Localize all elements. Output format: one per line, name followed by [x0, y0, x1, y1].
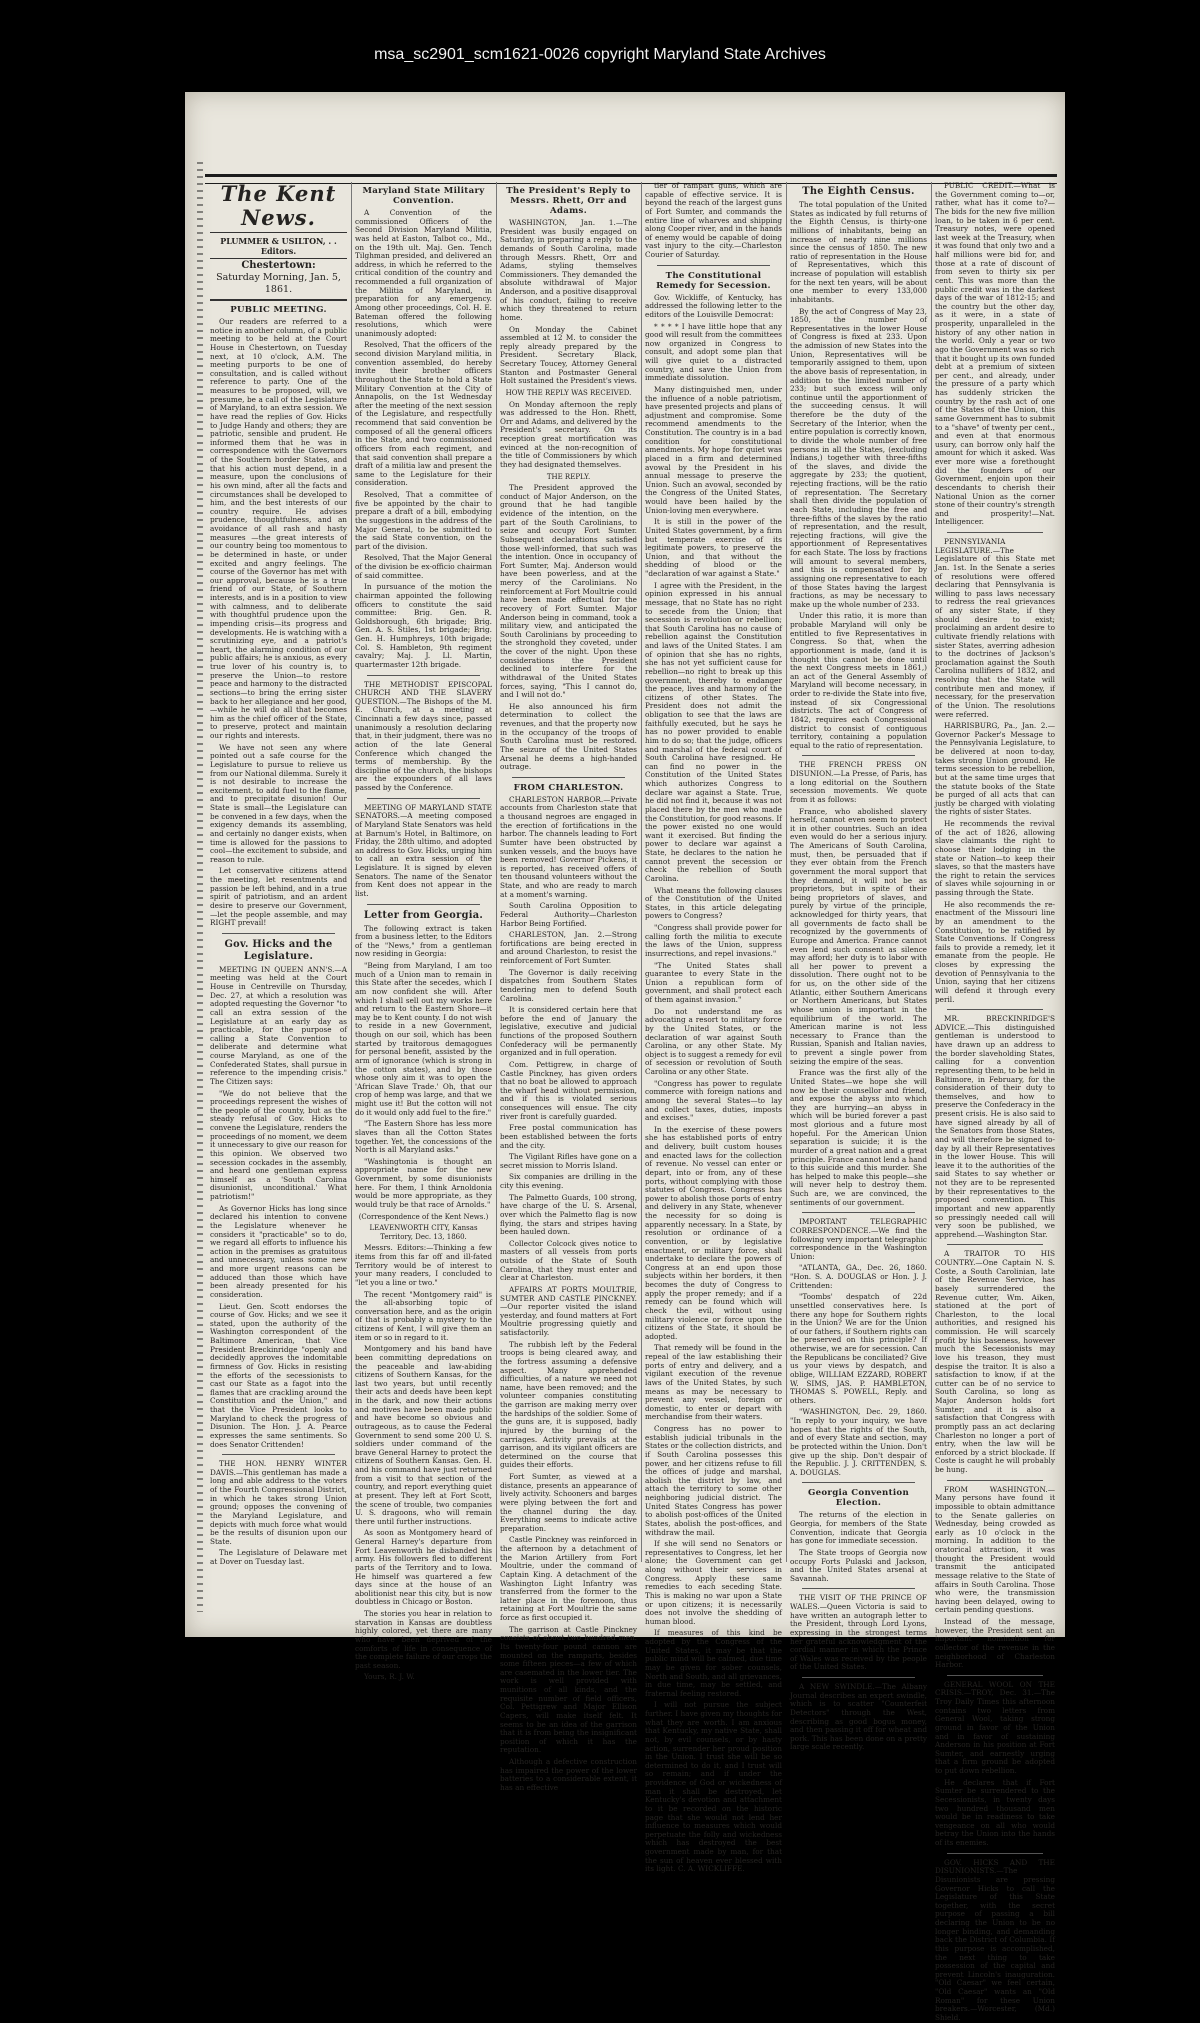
- article-paragraph: Messrs. Editors:—Thinking a few items from this far off and ill-fated Territory would be of interest to your many readers, I concluded to "let you a line or two.": [355, 1243, 492, 1287]
- article-subhead: (Correspondence of the Kent News.): [358, 1212, 489, 1221]
- article-paragraph: MEETING IN QUEEN ANN'S.—A meeting was held at the Court House in Centreville on Thursday, Dec. 27, at which a resolution was adopted requesting the Governor "to call an extra session of the Legislature at an early day as practicable, for the purpose of calling a State Convention to deliberate and determine what course Maryland, as one of the Confederated States, shall pursue in reference to the impending crisis." The Citizen says:: [210, 964, 347, 1086]
- article-paragraph: On Monday the Cabinet assembled at 12 M. to consider the reply already prepared by the President. Secretary Black, Secretary Toucey, Attorney General Stanton and Postmaster General Holt sustained the President's views.: [500, 324, 637, 386]
- article-paragraph: CHARLESTON HARBOR.—Private accounts from Charleston state that a thousand negroes are engaged in the erection of fortifications in the harbor. The channels leading to Fort Sumter have been obstructed by sunken vessels, and the buoys have been removed! Governor Pickens, it is reported, has received offers of ten thousand volunteers without the State, and who are ready to march at a moment's warning.: [500, 794, 637, 899]
- masthead-title: The Kent News.: [210, 182, 347, 233]
- column-1-body: [210, 305, 347, 1567]
- article-paragraph: If measures of this kind be adopted by the Congress of the United States, it may be that the public mind will be calmed, due time may be given for sober counsels, North and South, and all grievances, in due time, may be settled, and fraternal feeling restored.: [645, 1628, 782, 1698]
- article-paragraph: IMPORTANT TELEGRAPHIC CORRESPONDENCE.—We find the following very important telegraphic correspondence in the Washington Union:: [790, 1217, 927, 1261]
- article-paragraph: As soon as Montgomery heard of General Harney's departure from Fort Leavenworth he disbanded his army. His followers fled to different parts of the Territory and to Iowa. He himself was quartered a few days since at the house of an abolitionist near this city, but is now doubtless in Chicago or Boston.: [355, 1528, 492, 1607]
- column-1: [207, 181, 350, 1566]
- section-divider: [367, 904, 480, 905]
- article-headline: Letter from Georgia.: [363, 909, 484, 921]
- article-paragraph: Lieut. Gen. Scott endorses the course of Gov. Hicks; and we see it stated, upon the authority of the Washington correspondent of the Baltimore American, that Vice President Breckinridge "openly and decidedly approves the indomitable firmness of Gov. Hicks in resisting the efforts of the secessionists to cast our State as a fagot into the flames that are crackling around the Constitution and the Union," and that the Vice President looks to Maryland to check the progress of Disunion. The Hon. J. A. Pearce expresses the same sentiments. So does Senator Crittenden!: [210, 1301, 347, 1449]
- article-paragraph: Fort Sumter, as viewed at a distance, presents an appearance of lively activity. Schooners and barges were plying between the fort and the channel during the day. Everything seems to indicate active preparation.: [500, 1472, 637, 1533]
- section-divider: [947, 1675, 1043, 1676]
- article-paragraph: The garrison at Castle Pinckney consists of about two hundred men. Its twenty-four pound cannon are mounted on the ramparts, besides some fifteen pieces—a few of which are casemated in the lower tier. The work is well provided with munitions of all kinds, and the requisite number of field officers, Col. Pettigrew and Major Ellison Capers, will make itself felt. It seems to be an idea of the garrison that it is from being the insignificant position of which it has the reputation.: [500, 1624, 637, 1755]
- article-paragraph: The rubbish left by the Federal troops is being cleared away, and the fortress assuming a defensive aspect. Many apprehended difficulties, of a nature we need not name, have been removed; and the volunteer companies constituting the garrison are making merry over the hardships of the soldier. Some of the guns are, it is supposed, badly injured by the burning of the carriages. Activity prevails at the garrison, and its vigilant officers are determined on the course that guides their efforts.: [500, 1339, 637, 1470]
- article-paragraph: The following extract is taken from a business letter, to the Editors of the "News," from a gentleman now residing in Georgia:: [355, 923, 492, 959]
- article-subhead: THE REPLY.: [546, 472, 591, 481]
- article-paragraph: If she will send no Senators or representatives to Congress, let her alone; the Government can get along without their services in Congress. Apply these same remedies to each seceding State. This is making no war upon a State or upon citizens; it is necessarily does not involve the shedding of human blood.: [645, 1539, 782, 1626]
- column-5: [787, 182, 930, 1752]
- article-paragraph: Do not understand me as advocating a resort to military force by the United States, or the declaration of war against South Carolina, or any other State. My object is to suggest a remedy for evil of secession or revolution of South Carolina or any other State.: [645, 1006, 782, 1076]
- article-paragraph: It is considered certain here that before the end of January the legislative, executive and judicial functions of the proposed Southern Confederacy will be permanently organized and in full operation.: [500, 1005, 637, 1058]
- section-divider: [947, 1853, 1043, 1854]
- article-paragraph: The Legislature of Delaware met at Dover on Tuesday last.: [210, 1548, 347, 1566]
- column-3: [497, 182, 640, 1792]
- article-paragraph: What means the following clauses of the Constitution of the United States, in this article delegating powers to Congress?: [645, 885, 782, 921]
- column-6-body: [935, 182, 1055, 2023]
- binding-edge: [197, 162, 203, 1612]
- masthead-place: Chestertown:: [241, 260, 316, 271]
- article-paragraph: Although a defective construction has impaired the power of the lower batteries to a considerable extent, it has an effective: [500, 1757, 637, 1792]
- section-divider: [802, 1212, 915, 1213]
- article-paragraph: The stories you hear in relation to starvation in Kansas are doubtless highly colored, yet there are many who have been deprived of the comforts of life in consequence of the complete failure of our crops the past season.: [355, 1609, 492, 1670]
- column-2-body: [355, 186, 492, 1682]
- article-paragraph: Yours, R. J. W.: [364, 1672, 415, 1682]
- article-paragraph: I agree with the President, in the opinion expressed in his annual message, that no State has no right to secede from the Union; that secession is revolution or rebellion; that South Carolina has no cause of rebellion against the Constitution and laws of the United States. I am of opinion that she has no rights, she has not yet sufficient cause for rebellion—no right to break up this government, thereby to endanger the peace, lives and harmony of the citizens of other States. The President does not admit the obligation to see that the laws are faithfully executed, but he says he has no power provided to enable him to do so; that the judge, officers and marshal of the federal court of South Carolina have resigned. He can find no power in the Constitution of the United States which authorizes Congress to declare war against a State. True, he did not find it, because it was not placed there by the men who made the Constitution, for good reasons. If the power existed no one would want it exercised. But finding the power to declare war against a State, he declares to the nation he cannot prevent the secession or check the rebellion of South Carolina.: [645, 580, 782, 883]
- article-paragraph: "Being from Maryland, I am too much of a Union man to remain in this State after the secedes, which I am now confident she will. After which I shall sell out my works here and return to the Eastern Shore—it may be to Kent county. I do not wish to reside in a new Government, though on our soil, which has been started by traitorous demagogues for personal benefit, assisted by the arm of ignorance (which is strong in the cotton states), and by those whose only aim it was to open the 'African Slave Trade.' Oh, that our crop of hemp was large, and that we might use it! But the cotton will not do it would only add fuel to the fire.": [355, 961, 492, 1117]
- article-paragraph: The Governor is daily receiving dispatches from Southern States tendering men to defend South Carolina.: [500, 967, 637, 1003]
- article-paragraph: That remedy will be found in the repeal of the law establishing their ports of entry and delivery, and a vigilant execution of the revenue laws of the United States, by such means as may be necessary to prevent any vessel, foreign or domestic, to enter or depart with merchandise from their waters.: [645, 1343, 782, 1422]
- article-paragraph: MR. BRECKINRIDGE'S ADVICE.—This distinguished gentleman is understood to have drawn up an address to the border slaveholding States, calling for a convention representing them, to be held in Baltimore, in February, for the consideration of their duty to themselves, and how to preserve the Confederacy in the present crisis. He is also said to have signed already by all of the Senators from those States, and will therefore be signed to-day by all their Representatives in the lower House. This will leave it to the authorities of the said States to say whether or not they are to be represented by their representatives to the proposed convention. This important and new apparently so pressingly needed call will very soon be published, we apprehend.—Washington Star.: [935, 1014, 1055, 1239]
- article-paragraph: "We do not believe that the proceedings represent the wishes of the people of the county, but as the steady refusal of Gov. Hicks to convene the Legislature, renders the proceedings of no moment, we deem it unnecessary to give our reason for this opinion. We observed two secession cockades in the assembly, and heard one gentleman express himself as a 'South Carolina disunionist, unconditional.' What patriotism!": [210, 1088, 347, 1201]
- article-paragraph: As Governor Hicks has long since declared his intention to convene the Legislature whenever he considers it "practicable" so to do, we regard all efforts to influence his action in the premises as gratuitous and unnecessary, unless some new and more urgent reasons can be adduced than those which have been already presented for his consideration.: [210, 1203, 347, 1299]
- newspaper-page: [185, 92, 1065, 2022]
- section-divider: [802, 1482, 915, 1483]
- article-paragraph: The President approved the conduct of Major Anderson, on the ground that he had tangible evidence of the intention, on the part of the South Carolinians, to seize and occupy Fort Sumter. Subsequent declarations satisfied those well-informed, that such was the intention. Once in occupancy of Fort Sumter, Maj. Anderson would have been powerless, and at the mercy of the Carolinians. No reinforcement at Fort Moultrie could have been made effectual for the recovery of Fort Sumter. Major Anderson being in command, took a military view, and anticipated the South Carolinians by proceeding to the stronghold they coveted, under the cover of the night. Upon these considerations the President declined to interfere for the withdrawal of the United States forces, saying, "This I cannot do, and I will not do.": [500, 483, 637, 700]
- article-paragraph: MEETING OF MARYLAND STATE SENATORS.—A meeting composed of Maryland State Senators was held at Barnum's Hotel, in Baltimore, on Friday, the 28th ultimo, and adopted an address to Gov. Hicks, urging him to call an extra session of the Legislature. It is signed by eleven Senators. The name of the Senator from Kent does not appear in the list.: [355, 802, 492, 898]
- section-divider: [947, 1480, 1043, 1481]
- archive-header: msa_sc2901_scm1621-0026 copyright Maryland State Archives: [374, 46, 826, 63]
- article-paragraph: WASHINGTON, Jan. 1.—The President was busily engaged on Saturday, in preparing a reply to the demands of South Carolina, made through Messrs. Rhett, Orr and Adams, styling themselves Commissioners. They demanded the absolute withdrawal of Major Anderson, and a positive disapproval of his conduct, failing to receive which they threatened to return home.: [500, 218, 637, 322]
- article-paragraph: GENERAL WOOL ON THE CRISIS.—TROY, Dec. 31.—The Troy Daily Times this afternoon contains two letters from General Wool, taking strong ground in favor of the Union and in favor of sustaining Anderson in his position at Fort Sumter, and earnestly urging that a firm ground be adopted to put down rebellion.: [935, 1679, 1055, 1775]
- article-paragraph: HARRISBURG, Pa., Jan. 2.—Governor Packer's Message to the Pennsylvania Legislature, to be delivered at noon to-day, takes strong Union ground. He terms secession to be rebellion, but at the same time urges that the statute books of the State be purged of all acts that can justly be charged with violating the rights of sister States.: [935, 721, 1055, 817]
- article-paragraph: By the act of Congress of May 23, 1850, the number of Representatives in the lower House of Congress is fixed at 233. Upon the admission of new States into the Union, Representatives will be temporarily assigned to them, upon the above basis of representation, in addition to the limited number of 233; but such excess will only continue until the apportionment of the succeeding census. It will therefore be the duty of the Secretary of the Interior, when the entire population is correctly known, to divide the whole number of free persons in all the States, (excluding Indians,) together with three-fifths of the slaves, and divide the aggregate by 233; the quotient, rejecting fractions, will be the ratio of representation. The Secretary shall then divide the population of each State, including the free and three-fifths of the slaves by the ratio of representation, and the result, rejecting fractions, will give the apportionment of Representatives for each State. The loss by fractions will amount to several members, and this is compensated for by assigning one representative to each of those States having the largest fractions, as may be necessary to make up the whole number of 233.: [790, 306, 927, 609]
- article-paragraph: Montgomery and his band have been committing depredations on the peaceable and law-abiding citizens of Southern Kansas, for the last two years, but until recently their acts and deeds have been kept in the dark, and now their actions and motives have been made public and have become so obvious and outrageous, as to cause the Federal Government to send some 200 U. S. soldiers under command of the brave General Harney to protect the citizens of Southern Kansas. Gen. H. and his command have just returned from a visit to that section of the country, and report everything quiet at present. They left at Fort Scott, the scene of trouble, two companies U. S. dragoons, who will remain there until further instructions.: [355, 1344, 492, 1526]
- article-paragraph: "Congress has power to regulate commerce with foreign nations and among the several States—to lay and collect taxes, duties, imposts and excises.": [645, 1078, 782, 1123]
- article-paragraph: He recommends the revival of the act of 1826, allowing slave claimants the right to choose their lodging in the state or Nation—to keep their slaves, so that the masters have the right to retain the services of slaves while sojourning in or passing through the State.: [935, 819, 1055, 897]
- article-paragraph: Resolved, That the Major General of the division be ex-officio chairman of said committee.: [355, 553, 492, 580]
- article-paragraph: I will not pursue the subject further. I have given my thoughts for what they are worth. I am anxious that Kentucky, my native State, shall not, by evil counsels, or by hasty action, surrender her proud position in the Union. I trust she will be so determined to do it, and I trust will so remain; and if under the providence of God or wickedness of man it shall be destroyed, let Kentucky's devotion and attachment to it be recorded on the historic page that she would not lend her influence to measures which would perpetuate the folly and wickedness which has destroyed the best government made by man, for that the sun of heaven ever blessed with its light. C. A. WICKLIFFE.: [645, 1700, 782, 1874]
- article-subhead: LEAVENWORTH CITY, Kansas Territory, Dec. 13, 1860.: [369, 1224, 478, 1241]
- article-paragraph: FROM WASHINGTON.—Many persons have found it impossible to obtain admittance to the Senate galleries on Wednesday, being crowded as early as 10 o'clock in the morning. In addition to the oratorical attraction, it was thought the President would transmit the anticipated message relative to the State of affairs in South Carolina. Those who were, the transmission having been delayed, owing to certain pending questions.: [935, 1484, 1055, 1615]
- article-paragraph: Castle Pinckney was reinforced in the afternoon by a detachment of the Marion Artillery from Fort Moultrie, under the command of Captain King. A detachment of the Washington Light Infantry was transferred from the former to the latter place in the forenoon, thus retaining at Fort Moultrie the same force as first occupied it.: [500, 1535, 637, 1622]
- article-paragraph: "ATLANTA, GA., Dec. 26, 1860. "Hon. S. A. DOUGLAS or Hon. J. J. Crittenden:: [790, 1263, 927, 1290]
- masthead-editors: PLUMMER & USILTON, . . Editors.: [210, 236, 347, 259]
- section-divider: [657, 265, 770, 266]
- article-paragraph: * * * * I have little hope that any good will result from the committees now organized in Congress to consult, and adopt some plan that will give quiet to a distracted country, and save the Union from immediate dissolution.: [645, 321, 782, 383]
- article-paragraph: On Monday afternoon the reply was addressed to the Hon. Rhett, Orr and Adams, and delivered by the President's secretary. On its reception great mortification was evinced at the non-recognition of the title of Commissioners by which they had designated themselves.: [500, 399, 637, 469]
- article-paragraph: Our readers are referred to a notice in another column, of a public meeting to be held at the Court House in Chestertown, on Tuesday next, at 10 o'clock, A.M. The meeting purports to be one of consultation, and is called without reference to party. One of the measures to be proposed, will, we presume, be a call of the Legislature of Maryland, to an extra session. We have read the replies of Gov. Hicks to Judge Handy and others; they are patriotic, sensible and prudent. He informed them that he was in correspondence with the Governors of the Southern border States, and that his action must depend, in a measure, upon the conclusions of his own mind, after all the facts and circumstances shall be developed to him, and the best interests of our country require. He advises prudence, thoughtfulness, and an avoidance of all rash and hasty measures —the great interests of our country being too momentous to be determined in haste, or under excited and angry feelings. The course of the Governor has met with our approval, because he is a true friend of our State, of Southern interests, and is in a position to view with calmness, and to deliberate with thoughtful prudence upon the impending crisis—its progress and developments. He is watching with a scrutinizing eye, and a patriot's heart, the alarming condition of our public affairs; he is anxious, as every true lover of his country is, to preserve the Union—to restore peace and harmony to the distracted sections—to bring the erring sister back to her allegiance and her good,—while he will do all that becomes him as the chief officer of the State, to preserve, protect and maintain our rights and interests.: [210, 317, 347, 740]
- section-divider: [947, 1009, 1043, 1010]
- section-divider: [367, 798, 480, 799]
- column-4: [642, 181, 785, 1874]
- article-paragraph: AFFAIRS AT FORTS MOULTRIE, SUMTER AND CASTLE PINCKNEY.—Our reporter visited the island yesterday, and found matters at Fort Moultrie progressing quietly and satisfactorily.: [500, 1284, 637, 1337]
- article-paragraph: He also recommends the re-enactment of the Missouri line by an amendment to the Constitution, to be ratified by State Conventions. If Congress fails to provide a remedy, let it emanate from the people. He closes by expressing the devotion of Pennsylvania to the Union, saying that her citizens will defend it through every peril.: [935, 899, 1055, 1004]
- article-paragraph: PENNSYLVANIA LEGISLATURE.—The Legislature of this State met Jan. 1st. In the Senate a series of resolutions were offered declaring that Pennsylvania is willing to pass laws necessary to redress the real grievances of any sister State, if they should desire to exist; proclaiming an ardent desire to cultivate friendly relations with sister States, averring adhesion to the doctrines of Jackson's proclamation against the South Carolina nullifiers of 1832, and resolving that the State will contribute men and money, if necessary, for the preservation of the Union. The resolutions were referred.: [935, 537, 1055, 719]
- article-paragraph: Resolved, That a committee of five be appointed by the chair to prepare a draft of a bill, embodying the suggestions in the address of the Major General, to be submitted to the said State convention, on the part of the division.: [355, 490, 492, 551]
- article-paragraph: It is still in the power of the United States government, by a firm but temperate exercise of its legitimate powers, to preserve the Union, and that without the shedding of blood or the "declaration of war against a State.": [645, 517, 782, 578]
- article-headline: PUBLIC MEETING.: [230, 305, 327, 315]
- article-paragraph: "Toombs' despatch of 22d unsettled conservatives here. Is there any hope for Southern rights in the Union? We are for the Union of our fathers, if Southern rights can be preserved on this principle? If otherwise, we are for secession. Can the Republicans be conciliated? Give us your views by despatch, and oblige, WILLIAM EZZARD, ROBERT W. SIMS, JAS. P. HAMBLETON, THOMAS S. POWELL, Reply. and others.: [790, 1292, 927, 1405]
- article-paragraph: CHARLESTON, Jan. 2.—Strong fortifications are being erected in and around Charleston, to resist the reinforcement of Fort Sumter.: [500, 930, 637, 965]
- article-paragraph: We have not seen any where pointed out a safe course for the Legislature to pursue to relieve us from our National dilemma. Surely it is not desirable to increase the excitement, to add fuel to the flame, and to precipitate disunion! Our State is small—the Legislature can be convened in a few days, when the exigency demands its assembling, and certainly no danger exists, when time is allowed for the passions to cool—the excitement to subside, and reason to rule.: [210, 742, 347, 864]
- article-paragraph: Six companies are drilling in the city this evening.: [500, 1172, 637, 1190]
- article-paragraph: Congress has no power to establish judicial tribunals in the States or the collection districts, and if South Carolina possesses this power, and her citizens refuse to fill the offices of judge and marshal, abolish the district by law, and attach the territory to some other neighboring judicial district. The United States Congress has power to abolish post-offices of the United States, abolish the post-offices, and withdraw the mail.: [645, 1424, 782, 1537]
- article-paragraph: Free postal communication has been established between the forts and the city.: [500, 1123, 637, 1150]
- article-paragraph: Com. Pettigrew, in charge of Castle Pinckney, has given orders that no boat be allowed to approach the wharf head without permission, and if this is violated serious consequences will ensue. The city river front is carefully guarded.: [500, 1059, 637, 1121]
- article-paragraph: THE METHODIST EPISCOPAL CHURCH AND THE SLAVERY QUESTION.—The Bishops of the M. E. Church, at a meeting at Cincinnati a few days since, passed unanimously a resolution declaring that, in their judgment, there was no action of the late General Conference which changed the terms of membership. By the discipline of the church, the bishops are the expounders of all laws passed by the Conference.: [355, 679, 492, 792]
- article-paragraph: A Convention of the commissioned Officers of the Second Division Maryland Militia, was held at Easton, Talbot co., Md., on the 19th ult. Maj. Gen. Tench Tilghman presided, and delivered an address, in which he referred to the critical condition of the country and recommended a full organization of the Militia of Maryland, in preparation for any emergency. Among other proceedings, Col. H. E. Bateman offered the following resolutions, which were unanimously adopted:: [355, 208, 492, 338]
- article-paragraph: PUBLIC CREDIT.—What is the Government coming to—or, rather, what has it come to?—The bids for the new five million loan, to be taken in 6 per cent. Treasury notes, were opened last week at the Treasury, when it was found that only two and a half millions were bid for, and those at a rate of discount of from seven to thirty six per cent. This was more than the public credit was in the darkest days of the war of 1812-15; and the country but the other day, as it were, in a state of prosperity, unparalleled in the history of any other nation in the world. Only a year or two ago the Government was so rich that it bought up its own funded debt at a premium of sixteen per cent., and already, under the pressure of a party which has suddenly stricken the country by the rash act of one of the States of the Union, this same Government has to submit to a "shave" of twenty per cent., and even at that enormous usury, can borrow only half the amount for which it asked. Was ever more wise a forethought did the founders of our Government, enjoin upon their descendants to cherish their National Union as the corner stone of their country's strength and prosperity!—Nat. Intelligencer.: [935, 181, 1055, 527]
- article-paragraph: France, who abolished slavery herself, cannot even seem to protect it in other countries. Such an idea even would do her a serious injury. The Americans of South Carolina, must, then, be persuaded that if they ever obtain from the French government the moral support that they demand, it will not be as proprietors, but in spite of their being proprietors of slaves, and purely by virtue of the principle, acknowledged for thirty years, that all governments de facto shall be recognized by the governments of Europe and America. France cannot even lend such consent as silence may afford; her duty is to labor with all her power to prevent a dissolution. There ought not to be for us, on the other side of the Atlantic, either Southern Americans or Northern Americans, but States whose union is important in the equilibrium of the world. The American marine is not less necessary to France than the Russian, Spanish and Italian navies, to prevent a single power from seizing the empire of the seas.: [790, 806, 927, 1066]
- article-headline: Georgia Convention Election.: [807, 1488, 910, 1509]
- article-paragraph: "WASHINGTON, Dec. 29, 1860. "In reply to your inquiry, we have hopes that the rights of the South, and of every State and section, may be protected within the Union. Don't give up the ship. Don't despair of the Republic. J. J. CRITTENDEN, S. A. DOUGLAS.: [790, 1407, 927, 1477]
- article-headline: The Constitutional Remedy for Secession.: [656, 270, 771, 291]
- article-subhead: HOW THE REPLY WAS RECEIVED.: [505, 388, 632, 397]
- masthead-date: Saturday Morning, Jan. 5, 1861.: [210, 272, 347, 301]
- section-divider: [222, 933, 335, 934]
- column-2: [352, 182, 495, 1682]
- article-paragraph: The returns of the election in Georgia, for members of the State Convention, indicate that Georgia has gone for immediate secession.: [790, 1510, 927, 1546]
- article-paragraph: He declares that if Fort Sumter be surrendered to the Secessionists, in twenty days two hundred thousand men would be in readiness to take vengeance on all who would betray the Union into the hands of its enemies.: [935, 1777, 1055, 1847]
- section-divider: [802, 755, 915, 756]
- article-headline: FROM CHARLESTON.: [513, 782, 624, 793]
- article-paragraph: The recent "Montgomery raid" is the all-absorbing topic of conversation here, and as the origin of that is probably a mystery to the citizens of Kent, I will give them an item or so in regard to it.: [355, 1289, 492, 1342]
- article-paragraph: The State troops of Georgia now occupy Forts Pulaski and Jackson, and the United States arsenal at Savannah.: [790, 1547, 927, 1583]
- article-paragraph: Many distinguished men, under the influence of a noble patriotism, have presented projects and plans of adjustment and compromise. Some recommend amendments to the Constitution. The country is in a bad condition for constitutional amendments. My hope for quiet was placed in a firm and determined avowal by the President in his annual message to preserve the Union. Such an avowal, seconded by the Congress of the United States, would have been hailed by the Union-loving men everywhere.: [645, 384, 782, 515]
- section-divider: [947, 532, 1043, 533]
- column-3-body: [500, 186, 637, 1793]
- article-paragraph: GOV. HICKS AND THE DISUNIONISTS.—The Disunionists are pressing Governor Hicks to call the Legislature of this State together, with the secret purpose of passing a bill declaring the Union to be no longer binding, and demanding back the District of Columbia. If this purpose is accomplished, the next thing to take possession of the capital and prevent Lincoln's inauguration. "Old Caesar" we feel certain, "Old Caesar" wants an "Old Roman" for these Union breakers.—Worcester, (Md.) Shield.: [935, 1857, 1055, 2022]
- section-divider: [222, 1454, 335, 1455]
- section-divider: [512, 777, 625, 778]
- article-paragraph: "The United States shall guarantee to every State in the Union a republican form of government, and shall protect each of them against invasion.": [645, 960, 782, 1004]
- article-paragraph: THE HON. HENRY WINTER DAVIS.—This gentleman has made a long and able address to the voters of the Fourth Congressional District, in which he takes strong Union ground; opposes the convening of the Maryland Legislature, and depicts with much force what would be the results of disunion upon our State.: [210, 1459, 347, 1546]
- article-headline: The President's Reply to Messrs. Rhett, Orr and Adams.: [506, 186, 631, 216]
- article-headline: Gov. Hicks and the Legislature.: [224, 938, 333, 962]
- article-paragraph: France was the first ally of the United States—we hope she will now be their counsellor and friend, and expose the abyss into which they are hurrying—an abyss in which will be buried forever a past most glorious and a future most hopeful. For the American Union separation is suicide; it is the murder of a great nation and a great principle. France cannot lend a hand to this suicide and this murder. She has helped to make this people—she will never help to destroy them. Such are, we are convinced, the sentiments of our government.: [790, 1068, 927, 1207]
- article-paragraph: "The Eastern Shore has less more slaves than all the Cotton States together. Yet, the concessions of the North is all Maryland asks.": [355, 1119, 492, 1155]
- article-paragraph: He also announced his firm determination to collect the revenues, and that the property now in the occupancy of the troops of South Carolina must be restored. The seizure of the United States Arsenal he deems a high-handed outrage.: [500, 701, 637, 772]
- article-paragraph: Gov. Wickliffe, of Kentucky, has addressed the following letter to the editors of the Louisville Democrat:: [645, 292, 782, 319]
- article-paragraph: tier of rampart guns, which are capable of effective service. It is beyond the reach of the largest guns of Fort Sumter, and commands the entire line of wharves and shipping along Cooper river, and in the hands of enemy would be capable of doing vast injury to the city.—Charleston Courier of Saturday.: [645, 181, 782, 259]
- article-paragraph: The Palmetto Guards, 100 strong, have charge of the U. S. Arsenal, over which the Palmetto flag is now flying, the stars and stripes having been hauled down.: [500, 1192, 637, 1237]
- column-5-body: [790, 186, 927, 1752]
- article-paragraph: Resolved, That the officers of the second division Maryland militia, in convention assembled, do hereby invite their brother officers throughout the State to hold a State Military Convention at the City of Annapolis, on the 1st Wednesday after the meeting of the next session of the Legislature, and respectfully recommend that said convention be composed of all the general officers in the State, and two commissioned officers from each regiment, and that said convention shall prepare a draft of a militia law and present the same to the Legislature for their consideration.: [355, 340, 492, 488]
- article-paragraph: A TRAITOR TO HIS COUNTRY.—One Captain N. S. Coste, a South Carolinian, late of the Revenue Service, has basely surrendered the Revenue cutter, Wm. Aiken, stationed at the port of Charleston, to the local authorities, and resigned his commission. He will scarcely profit by his baseness, however much the Secessionists may love his treason, they must despise the traitor. It is also a satisfaction to know, if at the cutter can be of no service to South Carolina, so long as Major Anderson holds fort Sumter; and it is also a satisfaction that Congress with promptly pass an act declaring Charleston no longer a port of entry, when the law will be enforced by a strict blockade. If Coste is caught he will probably be hung.: [935, 1249, 1055, 1474]
- article-headline: Maryland State Military Convention.: [362, 186, 485, 206]
- section-divider: [367, 675, 480, 676]
- article-paragraph: "Washingtonia is thought an appropriate name for the new Government, by some disunionists here. For them, I think Arnoldonia would be more appropriate, as they would truly be that race of Arnolds.": [355, 1156, 492, 1209]
- article-paragraph: Instead of the message, however, the President sent an important nomination for collector of the revenue in the neighborhood of Charleston Harbor.: [935, 1617, 1055, 1670]
- column-6: [932, 181, 1058, 2022]
- article-paragraph: In the exercise of these powers she has established ports of entry and delivery, built custom houses and enacted laws for the collection of revenue. No vessel can enter or depart, into or from, any of these ports, without complying with those statutes of Congress. Congress has power to abolish those ports of entry and delivery in any State, whenever the necessity for so doing is apparently necessary. In a State, by resolution or ordinance of a convention, or by legislative enactment, or military force, shall undertake to declare the powers of Congress at an end upon those subjects within her borders, it then becomes the duty of Congress to apply the proper remedy; and if a remedy can be found which will check the evil, without using military violence or force upon the citizens of the State, it should be adopted.: [645, 1124, 782, 1341]
- section-divider: [802, 1588, 915, 1589]
- article-paragraph: "Congress shall provide power for calling forth the militia to execute the laws of the Union, suppress insurrections, and repel invasions.": [645, 923, 782, 958]
- article-paragraph: South Carolina Opposition to Federal Authority—Charleston Harbor Being Fortified.: [500, 901, 637, 928]
- article-paragraph: THE VISIT OF THE PRINCE OF WALES.—Queen Victoria is said to have written an autograph letter to the President, through Lord Lyons, expressing in the strongest terms her grateful acknowledgment of the cordial manner in which the Prince of Wales was received by the people of the United States.: [790, 1593, 927, 1672]
- article-paragraph: THE FRENCH PRESS ON DISUNION.—La Presse, of Paris, has a long editorial on the Southern secession movements. We quote from it as follows:: [790, 760, 927, 804]
- article-paragraph: A NEW SWINDLE.—The Albany Journal describes an expert swindle, which is to scatter "Counterfeit Detectors" through the West, describing as good bogus money, and then passing it off for wheat and pork. This has been done on a pretty large scale recently.: [790, 1682, 927, 1752]
- article-paragraph: The Vigilant Rifles have gone on a secret mission to Morris Island.: [500, 1152, 637, 1170]
- article-paragraph: Under this ratio, it is more than probable Maryland will only be entitled to five Representatives in Congress. So that, when the apportionment is made, (and it is thought this cannot be done until the next Congress meets in 1861,) an act of the General Assembly of Maryland will become necessary, in order to re-divide the State into five, instead of six Congressional districts. The act of Congress of 1842, requires each Congressional district to consist of contiguous territory, containing a population equal to the ratio of representation.: [790, 611, 927, 750]
- article-paragraph: The total population of the United States as indicated by full returns of the Eighth Census, is thirty-one millions of inhabitants, being an increase of nearly nine millions since the census of 1850. The new ratio of representation in the House of Representatives, which this increase of population will establish for the next ten years, will be about one member to every 133,000 inhabitants.: [790, 200, 927, 304]
- article-paragraph: In pursuance of the motion the chairman appointed the following officers to constitute the said committee: Brig. Gen. R. Goldsborough, 6th brigade; Brig. Gen. A. S. Stiles, 1st brigade; Brig. Gen. H. Humphreys, 10th brigade; Col. S. Hambleton, 9th regiment cavalry; Maj. J. Ll. Martin, quartermaster 12th brigade.: [355, 582, 492, 669]
- article-headline: The Eighth Census.: [802, 186, 915, 197]
- section-divider: [802, 1677, 915, 1678]
- article-paragraph: Let conservative citizens attend the meeting, let resentments and passion be left behind, and in a true spirit of patriotism, and an ardent desire to preserve our Government,—let the people assemble, and may RIGHT prevail!: [210, 866, 347, 928]
- section-divider: [947, 1244, 1043, 1245]
- article-paragraph: Collector Colcock gives notice to masters of all vessels from ports outside of the State of South Carolina, that they must enter and clear at Charleston.: [500, 1238, 637, 1283]
- column-4-body: [645, 182, 782, 1874]
